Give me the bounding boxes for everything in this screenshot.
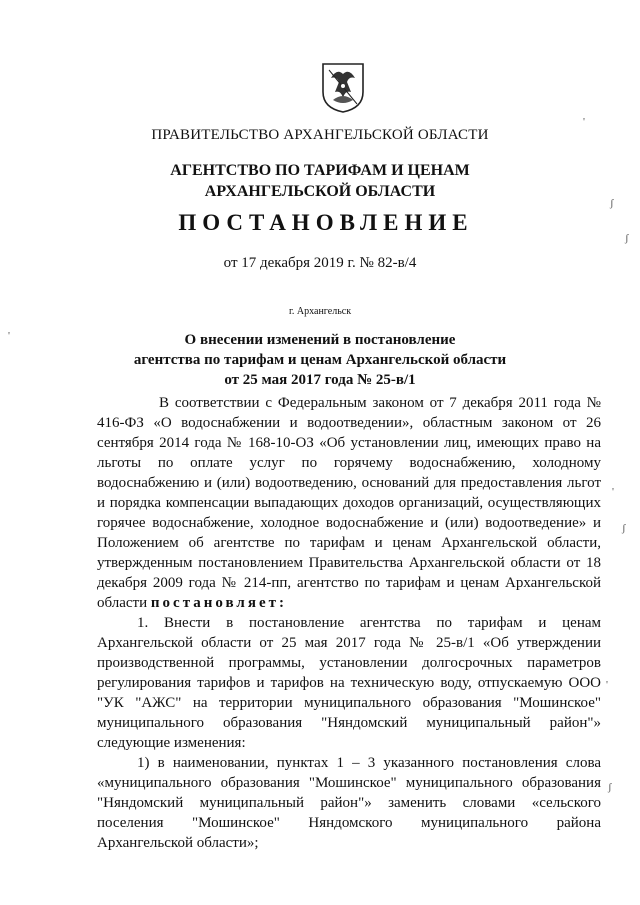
subject-line3: от 25 мая 2017 года № 25-в/1 bbox=[224, 372, 416, 388]
margin-mark: ' bbox=[612, 486, 614, 498]
margin-mark: ʃ bbox=[622, 522, 626, 534]
margin-mark: ʃ bbox=[625, 232, 629, 244]
preamble-paragraph bbox=[97, 393, 601, 613]
margin-mark: ʃ bbox=[610, 197, 614, 209]
decree-word: постановляет: bbox=[150, 595, 287, 611]
subject-line1: О внесении изменений в постановление bbox=[184, 332, 456, 348]
agency-name-line1: АГЕНТСТВО ПО ТАРИФАМ И ЦЕНАМ bbox=[170, 162, 470, 179]
preamble-text: В соответствии с Федеральным законом от 7 декабря 2011 года № 416-ФЗ «О водоснабжении и водоотведении», областным законом от 26 сентября 2014 года № 168-10-ОЗ «Об установлении лиц, имеющих право на льготы по оплате услуг по горячему водоснабжению, холодному водоснабжению и (или) водоотведению, оснований для предоставления льгот и порядка компенсации выпадающих доходов организаций, осуществляющих горячее водоснабжение, холодное водоснабжение и (или) водоотведение» и Положением об агентстве по тарифам и ценам Архангельской области, утвержденным постановлением Правительства Архангельской области от 18 декабря 2009 года № 214-пп, агентство по тарифам и ценам Архангельской области bbox=[97, 395, 601, 611]
margin-mark: ' bbox=[606, 679, 608, 691]
item-1-paragraph: 1. Внести в постановление агентства по тарифам и ценам Архангельской области от 25 мая 2017 года № 25-в/1 «Об утверждении производственной программы, установлении долгосрочных параметров регулирования тарифов и тарифов на техническую воду, отпускаемую ООО "УК "АЖС" на территории муниципального образования "Мошинское" муниципального образования "Няндомский муниципальный район"» следующие изменения: bbox=[97, 615, 601, 751]
document-city: г. Архангельск bbox=[288, 306, 352, 317]
margin-mark: ʃ bbox=[608, 781, 612, 793]
subject-line2: агентства по тарифам и ценам Архангельской области bbox=[133, 352, 507, 368]
coat-of-arms-icon bbox=[321, 62, 365, 114]
agency-name bbox=[0, 160, 640, 202]
document-body bbox=[97, 393, 601, 853]
margin-mark: ' bbox=[583, 116, 585, 128]
item-1-1-paragraph: 1) в наименовании, пунктах 1 – 3 указанного постановления слова «муниципального образования "Мошинское" муниципального образования "Няндомский муниципальный район"» заменить словами «сельского поселения "Мошинское" Няндомского муниципального района Архангельской области»; bbox=[97, 755, 601, 851]
margin-mark: ' bbox=[8, 330, 10, 342]
document-date-number: от 17 декабря 2019 г. № 82-в/4 bbox=[223, 255, 417, 271]
government-name: ПРАВИТЕЛЬСТВО АРХАНГЕЛЬСКОЙ ОБЛАСТИ bbox=[151, 127, 489, 143]
document-subject bbox=[0, 330, 640, 390]
agency-name-line2: АРХАНГЕЛЬСКОЙ ОБЛАСТИ bbox=[204, 183, 436, 200]
document-type: ПОСТАНОВЛЕНИЕ bbox=[178, 210, 474, 235]
